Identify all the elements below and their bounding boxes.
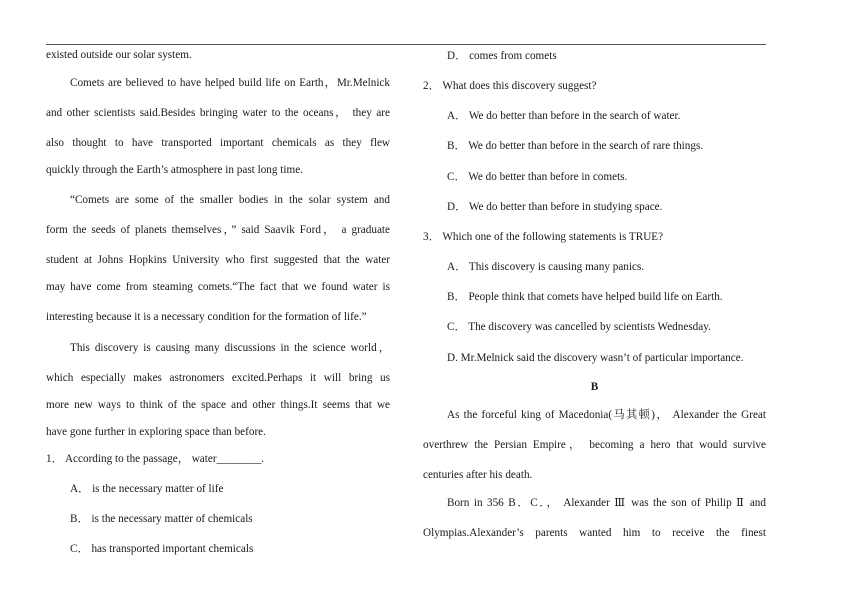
question-2-option-b: B． We do better than before in the search of rare things.	[447, 140, 704, 152]
paragraph-line: overthrew the Persian Empire， becoming a hero that would survive	[423, 439, 766, 451]
question-1-option-c: C． has transported important chemicals	[70, 543, 254, 555]
question-3-option-d: D. Mr.Melnick said the discovery wasn’t of particular importance.	[447, 352, 744, 364]
question-2-option-c: C． We do better than before in comets.	[447, 171, 628, 183]
paragraph-line: also thought to have transported important chemicals as they flew	[46, 137, 390, 149]
paragraph-line: This discovery is causing many discussions in the science world，	[70, 342, 390, 354]
paragraph-line: more new ways to think of the space and other things.It seems that we	[46, 399, 390, 411]
question-1-stem: 1． According to the passage， water________.	[46, 453, 265, 465]
section-heading: B	[590, 381, 599, 393]
passage-continuation: existed outside our solar system.	[46, 49, 192, 61]
question-1-option-b: B． is the necessary matter of chemicals	[70, 513, 253, 525]
paragraph-line: may have come from steaming comets.“The fact that we found water is	[46, 281, 390, 293]
paragraph-line: Comets are believed to have helped build life on Earth，Mr.Melnick	[70, 77, 390, 89]
question-2-option-a: A． We do better than before in the search of water.	[447, 110, 681, 122]
paragraph-line: Olympias.Alexander’s parents wanted him to receive the finest	[423, 527, 766, 539]
paragraph-line: student at Johns Hopkins University who first suggested that the water	[46, 254, 390, 266]
paragraph-line: quickly through the Earth’s atmosphere in past long time.	[46, 164, 303, 176]
header-rule	[46, 44, 766, 45]
question-3-option-c: C． The discovery was cancelled by scientists Wednesday.	[447, 321, 711, 333]
question-3-option-a: A． This discovery is causing many panics.	[447, 261, 645, 273]
paragraph-line: form the seeds of planets themselves，” said Saavik Ford， a graduate	[46, 224, 390, 236]
paragraph-line: which especially makes astronomers excited.Perhaps it will bring us	[46, 372, 390, 384]
paragraph-line: and other scientists said.Besides bringing water to the oceans， they are	[46, 107, 390, 119]
paragraph-line: As the forceful king of Macedonia(马其顿)， Alexander the Great	[447, 409, 766, 421]
question-3-stem: 3． Which one of the following statements is TRUE?	[423, 231, 664, 243]
question-1-option-d: D． comes from comets	[447, 50, 557, 62]
paragraph-line: interesting because it is a necessary condition for the formation of life.”	[46, 311, 367, 323]
question-1-option-a: A． is the necessary matter of life	[70, 483, 224, 495]
paragraph-line: centuries after his death.	[423, 469, 533, 481]
paragraph-line: Born in 356 B．C．， Alexander Ⅲ was the son of Philip Ⅱ and	[447, 497, 766, 509]
question-2-stem: 2． What does this discovery suggest?	[423, 80, 597, 92]
question-2-option-d: D． We do better than before in studying space.	[447, 201, 663, 213]
paragraph-line: “Comets are some of the smaller bodies in the solar system and	[70, 194, 390, 206]
paragraph-line: have gone further in exploring space than before.	[46, 426, 266, 438]
question-3-option-b: B． People think that comets have helped build life on Earth.	[447, 291, 723, 303]
